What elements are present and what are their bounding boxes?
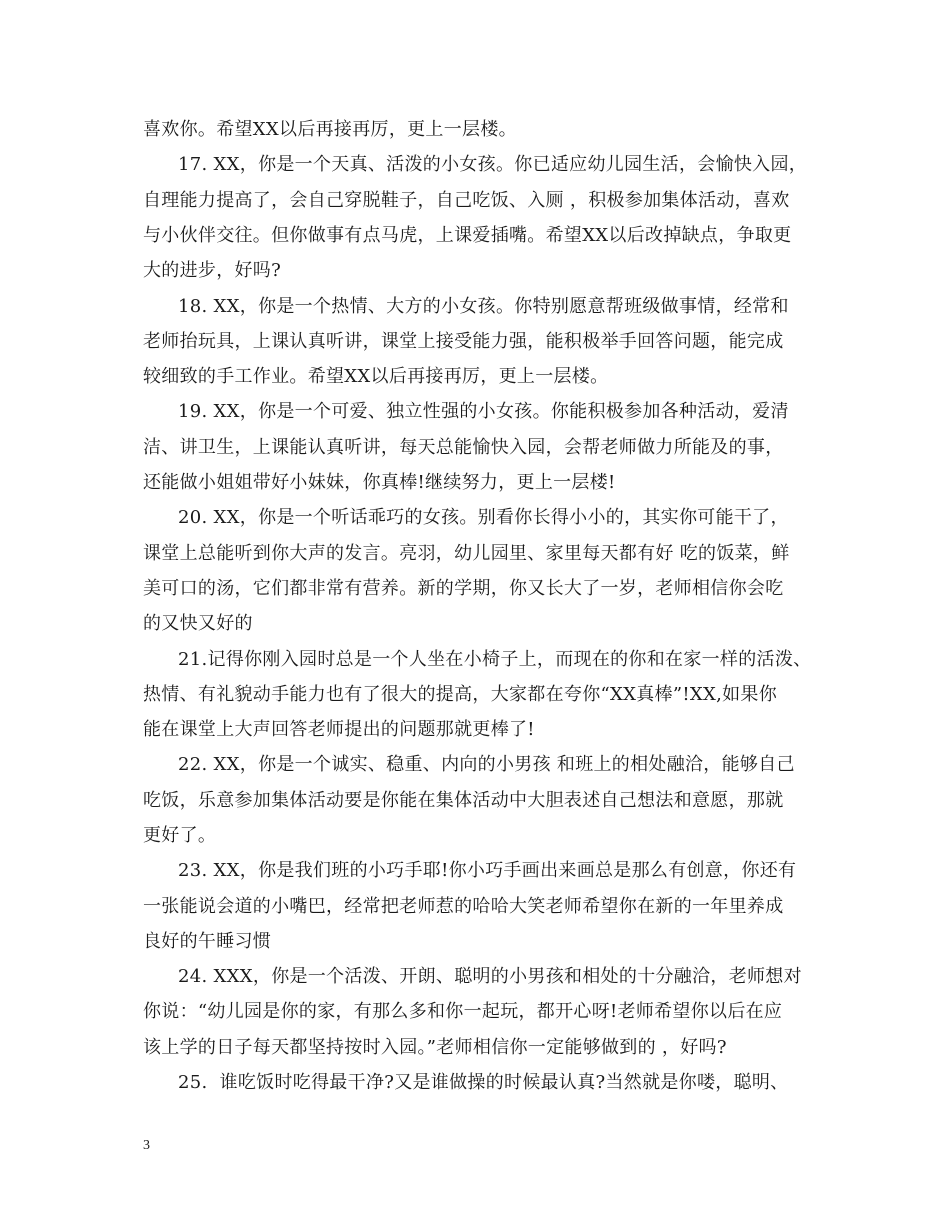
text-line: 25. 谁吃饭时吃得最干净?又是谁做操的时候最认真?当然就是你喽，聪明、 [178, 1072, 789, 1093]
text-line: 良好的午睡习惯 [143, 931, 272, 952]
text-line: 老师抬玩具，上课认真听讲，课堂上接受能力强，能积极举手回答问题，能完成 [143, 331, 784, 352]
text-line: 21.记得你刚入园时总是一个人坐在小椅子上，而现在的你和在家一样的活泼、 [178, 649, 812, 670]
text-line: 吃饭，乐意参加集体活动要是你能在集体活动中大胆表述自己想法和意愿，那就 [143, 790, 784, 811]
page-number: 3 [143, 1138, 150, 1153]
text-line: 的又快又好的 [143, 613, 253, 634]
text-line: 18. XX，你是一个热情、大方的小女孩。你特别愿意帮班级做事情，经常和 [178, 296, 789, 317]
text-line: 23. XX，你是我们班的小巧手耶!你小巧手画出来画总是那么有创意，你还有 [178, 860, 797, 881]
text-line: 较细致的手工作业。希望XX以后再接再厉，更上一层楼。 [143, 366, 609, 387]
text-line: 洁、讲卫生，上课能认真听讲，每天总能愉快入园，会帮老师做力所能及的事， [143, 437, 784, 458]
text-line: 24. XXX，你是一个活泼、开朗、聪明的小男孩和相处的十分融洽，老师想对 [178, 966, 802, 987]
text-line: 22. XX，你是一个诚实、稳重、内向的小男孩 和班上的相处融洽，能够自己 [178, 754, 795, 775]
text-line: 大的进步，好吗? [143, 260, 282, 281]
text-line: 20. XX，你是一个听话乖巧的女孩。别看你长得小小的，其实你可能干了， [178, 507, 789, 528]
text-line: 更好了。 [143, 825, 217, 846]
text-line: 19. XX，你是一个可爱、独立性强的小女孩。你能积极参加各种活动，爱清 [178, 401, 789, 422]
text-line: 还能做小姐姐带好小妹妹，你真棒!继续努力，更上一层楼! [143, 472, 616, 493]
text-line: 美可口的汤，它们都非常有营养。新的学期，你又长大了一岁，老师相信你会吃 [143, 578, 784, 599]
text-line: 自理能力提高了，会自己穿脱鞋子，自己吃饭、入厕 ，积极参加集体活动，喜欢 [143, 190, 790, 211]
text-line: 能在课堂上大声回答老师提出的问题那就更棒了! [143, 719, 535, 740]
text-line: 17. XX，你是一个天真、活泼的小女孩。你已适应幼儿园生活，会愉快入园， [178, 154, 808, 175]
text-line: 与小伙伴交往。但你做事有点马虎，上课爱插嘴。希望XX以后改掉缺点，争取更 [143, 225, 792, 246]
text-line: 你说：“幼儿园是你的家，有那么多和你一起玩，都开心呀!老师希望你以后在应 [143, 1001, 783, 1022]
text-line: 热情、有礼貌动手能力也有了很大的提高，大家都在夸你“XX真棒”!XX,如果你 [143, 684, 778, 705]
text-line: 一张能说会道的小嘴巴，经常把老师惹的哈哈大笑老师希望你在新的一年里养成 [143, 896, 784, 917]
text-line: 喜欢你。希望XX以后再接再厉，更上一层楼。 [143, 119, 517, 140]
text-line: 该上学的日子每天都坚持按时入园。”老师相信你一定能够做到的 ，好吗? [143, 1037, 727, 1058]
text-line: 课堂上总能听到你大声的发言。亮羽，幼儿园里、家里每天都有好 吃的饭菜，鲜 [143, 543, 790, 564]
